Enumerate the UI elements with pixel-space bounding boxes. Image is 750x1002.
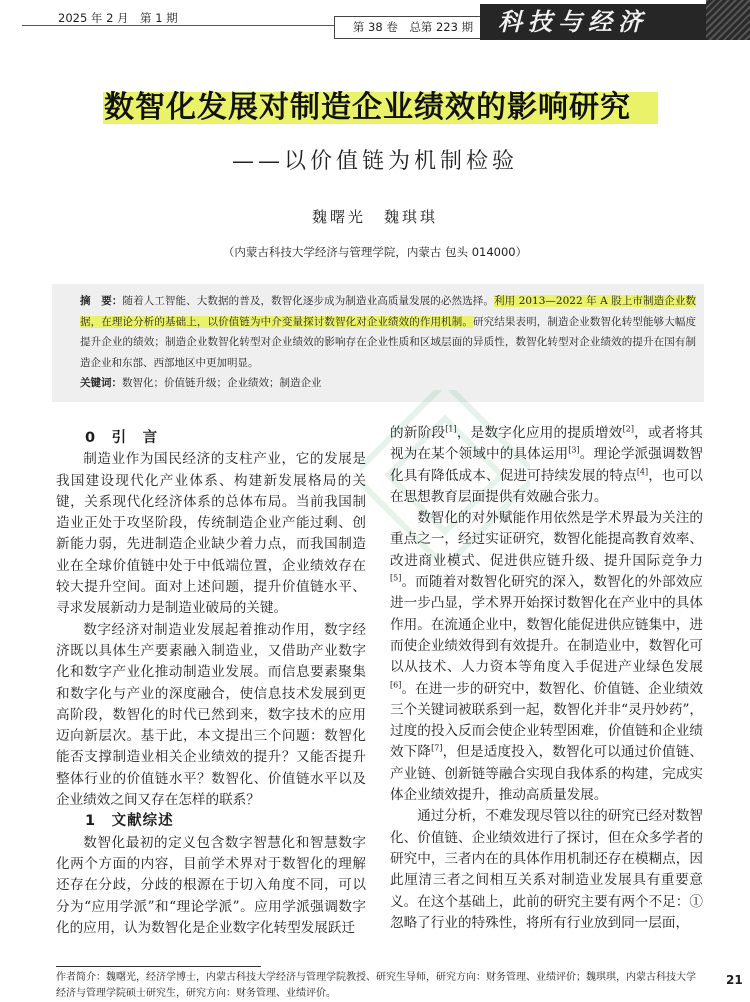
abstract-text: 随着人工智能、大数据的普及，数智化逐步成为制造业高质量发展的必然选择。: [122, 295, 495, 307]
paragraph: [390, 423, 703, 508]
abstract-label: 摘 要：: [80, 295, 123, 307]
keywords-text: 数智化；价值链升级；企业绩效；制造企业: [122, 377, 322, 389]
citation: [4]: [636, 467, 649, 477]
paragraph: 通过分析，不难发现尽管以往的研究已经对数智化、价值链、企业绩效进行了探讨，但在众多学者的研究中，三者内在的具体作用机制还存在模糊点，因此厘清三者之间相互关系对制造业发展具有重要意义。在这个基础上，此前的研究主要有两个不足：①忽略了行业的特殊性，将所有行业放到同一层面，: [390, 808, 703, 931]
text-run: ，是数字化应用的提质增效: [456, 425, 623, 441]
right-column: [390, 423, 703, 934]
abstract: [80, 291, 696, 373]
citation: [5]: [390, 573, 402, 583]
volume-box: 第 38 卷 总第 223 期: [334, 16, 492, 39]
section-heading-intro: 0 引 言: [85, 430, 159, 446]
left-column: [56, 428, 366, 939]
paragraph: 制造业作为国民经济的支柱产业，它的发展是我国建设现代化产业体系、构建新发展格局的关键，关系现代化经济体系的总体布局。当前我国制造业正处于攻坚阶段，传统制造企业产能过剩、创新能力弱，先进制造企业缺少着力点，而我国制造业在全球价值链中处于中低端位置，企业绩效存在较大提升空间。面对上述问题，提升价值链水平、寻求发展新动力是制造业破局的关键。: [56, 451, 366, 617]
text-run: 的新阶段: [390, 425, 446, 441]
citation: [2]: [622, 424, 634, 434]
keywords-label: 关键词：: [80, 377, 122, 389]
footnote-rule: [56, 966, 261, 967]
abstract-highlight: 利用 2013—2022 年 A 股上市制造企业数据，在理论分析的基础上，以价值链为中介变量探讨数智化对企业绩效的作用机制。: [80, 295, 697, 328]
header-decoration: [706, 0, 750, 40]
text-run: ，或者将其视为在某个领域中的具体运用: [390, 425, 704, 463]
section-heading-review: 1 文献综述: [85, 813, 174, 830]
journal-logo: 科技与经济: [480, 4, 728, 40]
author-footnote: 作者简介：魏曙光，经济学博士，内蒙古科技大学经济与管理学院教授、研究生导师，研究方向：财务管理、业绩评价；魏琪琪，内蒙古科技大学经济与管理学院硕士研究生，研究方向：财务管理、业绩评价。: [56, 972, 696, 999]
paragraph: 数字经济对制造业发展起着推动作用，数字经济既以具体生产要素融入制造业，又借助产业数字化和数字产业化推动制造业发展。而信息要素聚集和数字化与产业的深度融合，使信息技术发展到更高阶段，数智化的时代已然到来，数字技术的应用迈向新层次。基于此，本文提出三个问题：数智化能否支撑制造业相关企业绩效的提升？又能否提升整体行业的价值链水平？数智化、价值链水平以及企业绩效之间又存在怎样的联系？: [56, 621, 366, 809]
citation: [6]: [390, 680, 402, 690]
authors: 魏曙光 魏琪琪: [311, 208, 438, 226]
paper-subtitle: ——以价值链为机制检验: [231, 149, 518, 174]
text-run: 。在进一步的研究中，数智化、价值链、企业绩效三个关键词被联系到一起，数智化并非“灵丹妙药”，过度的投入反而会使企业转型困难，价值链和企业绩效下降: [390, 680, 703, 761]
paper-title: 数智化发展对制造企业绩效的影响研究: [104, 90, 631, 125]
citation: [7]: [431, 743, 443, 753]
text-run: 数智化的对外赋能作用依然是学术界最为关注的重点之一，经过实证研究，数智化能提高教育效率、改进商业模式、促进供应链升级、提升国际竞争力: [390, 510, 703, 569]
text-run: ，但是适度投入，数智化可以通过价值链、产业链、创新链等融合实现自我体系的构建，完成实体企业绩效提升，推动高质量发展。: [390, 744, 704, 804]
issue-date: 2025 年 2 月 第 1 期: [58, 11, 178, 25]
paragraph: [390, 508, 703, 806]
abstract-text-after: 研究结果表明，制造企业数智化转型能够大幅度提升企业的绩效；制造企业数智化转型对企业绩效的影响存在企业性质和区域层面的异质性，数智化转型对企业绩效的提升在国有制造企业和东部、西部地区中更加明显。: [80, 315, 697, 369]
affiliation: （内蒙古科技大学经济与管理学院，内蒙古 包头 014000）: [222, 245, 528, 259]
page-number: 21: [726, 973, 743, 987]
citation: [1]: [445, 424, 457, 434]
text-run: 。而随着对数智化研究的深入，数智化的外部效应进一步凸显，学术界开始探讨数智化在产业中的具体作用。在流通企业中，数智化能促进供应链集中，进而使企业绩效得到有效提升。在制造业中，数智化可以从技术、人力资本等角度入手促进产业绿色发展: [390, 574, 703, 676]
header-rule: [22, 25, 334, 26]
text-run: ，也可以在思想教育层面提供有效融合张力。: [390, 467, 704, 505]
paragraph: 数智化最初的定义包含数字智慧化和智慧数字化两个方面的内容，目前学术界对于数智化的理解还存在分歧，分歧的根源在于切入角度不同，可以分为“应用学派”和“理论学派”。应用学派强调数字化的应用，认为数智化是企业数字化转型发展跃迁: [56, 834, 366, 936]
text-run: 。理论学派强调数智化具有降低成本、促进可持续发展的特点: [390, 446, 704, 484]
citation: [3]: [568, 445, 580, 455]
